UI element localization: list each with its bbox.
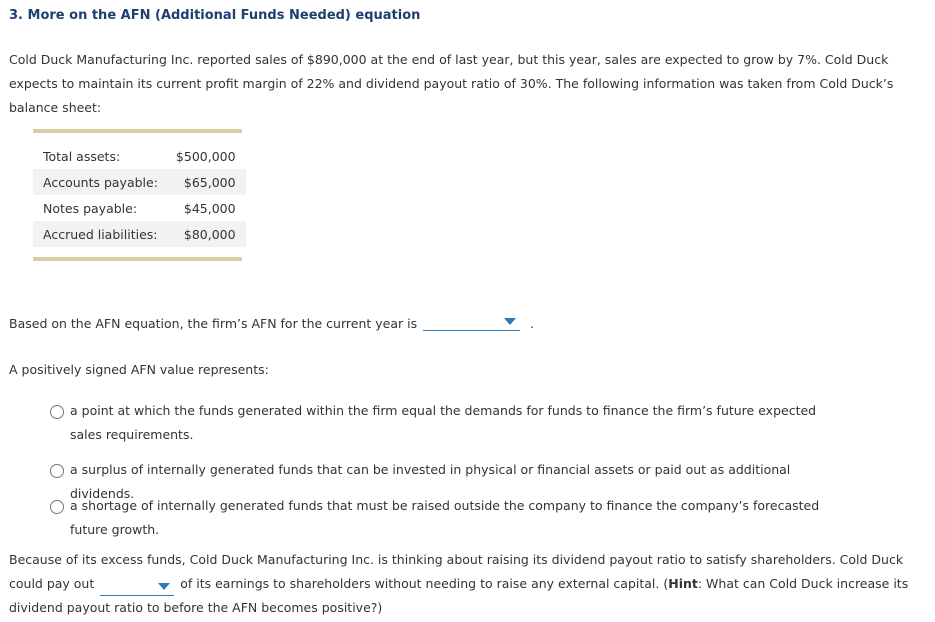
row-label: Notes payable: — [43, 200, 138, 216]
hint-label: Hint — [668, 576, 698, 591]
afn-meaning-prompt: A positively signed AFN value represents: — [9, 362, 269, 377]
chevron-down-icon — [158, 583, 170, 590]
table-row — [33, 195, 246, 221]
payout-question — [9, 548, 924, 620]
row-label: Accrued liabilities: — [33, 221, 166, 247]
table-bottom-rule — [33, 257, 242, 261]
question-title: 3. More on the AFN (Additional Funds Needed) equation — [9, 8, 421, 23]
payout-text-2: of its earnings to shareholders without needing to raise any external capital. ( — [180, 576, 669, 591]
chevron-down-icon — [504, 318, 516, 325]
afn-prompt: Based on the AFN equation, the firm’s AFN for the current year is — [9, 316, 418, 331]
table-row — [33, 169, 246, 195]
payout-dropdown[interactable] — [100, 579, 174, 596]
balance-sheet-table — [33, 129, 242, 261]
row-label: Total assets: — [43, 148, 121, 164]
option-label: a point at which the funds generated within the firm equal the demands for funds to finance the firm’s future expected sales requirements. — [70, 403, 817, 442]
afn-question — [9, 314, 534, 331]
row-value: $65,000 — [166, 169, 246, 195]
option-label: a surplus of internally generated funds that can be invested in physical or financial assets or paid out as additional dividends. — [70, 462, 791, 501]
row-value: $500,000 — [175, 148, 236, 164]
table-row — [33, 221, 246, 247]
payout-text-3: : What can Cold Duck increase its dividend payout ratio to before the AFN becomes positive?) — [9, 576, 909, 615]
row-value: $45,000 — [183, 200, 236, 216]
afn-dropdown[interactable] — [423, 314, 520, 331]
row-label: Accounts payable: — [33, 169, 166, 195]
table-top-rule — [33, 129, 242, 133]
radio-button[interactable] — [50, 405, 64, 419]
row-value: $80,000 — [166, 221, 246, 247]
radio-button[interactable] — [50, 500, 64, 514]
option-label: a shortage of internally generated funds that must be raised outside the company to finance the company’s forecasted future growth. — [70, 498, 820, 537]
question-intro: Cold Duck Manufacturing Inc. reported sales of $890,000 at the end of last year, but this year, sales are expected to grow by 7%. Cold Duck expects to maintain its current profit margin of 22% and dividend payout ratio of 30%. The following information was taken from Cold Duck’s balance sheet: — [9, 52, 894, 115]
afn-suffix: . — [530, 316, 535, 331]
payout-text-1: Because of its excess funds, Cold Duck Manufacturing Inc. is thinking about raising its dividend payout ratio to satisfy shareholders. Cold Duck could pay out — [9, 552, 904, 591]
table-row — [33, 143, 246, 169]
radio-button[interactable] — [50, 464, 64, 478]
